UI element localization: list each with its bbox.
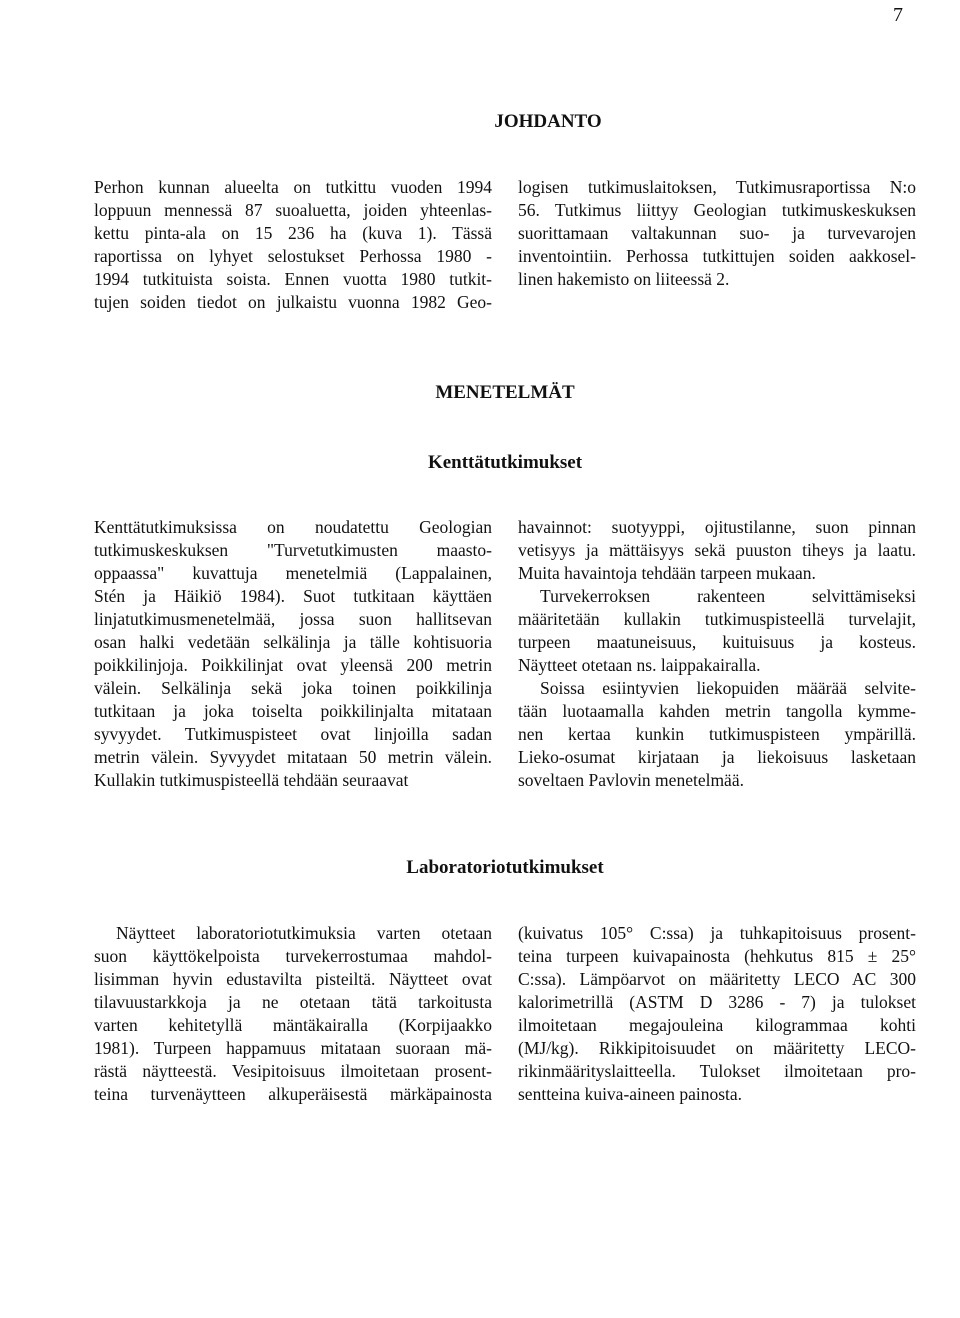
text-line: tään luotaamalla kahden metrin tangolla kymme- bbox=[518, 701, 916, 721]
text-line: Perhon kunnan alueelta on tutkittu vuoden 1994 bbox=[94, 177, 492, 197]
text-line: linjatutkimusmenetelmää, jossa suon hallitsevan bbox=[94, 609, 492, 629]
text-line: turpeen maatuneisuus, kuituisuus ja kosteus. bbox=[518, 632, 916, 652]
text-line: varten kehitetyllä mäntäkairalla (Korpijaakko bbox=[94, 1015, 492, 1035]
text-line: lisimman hyvin edustavilta pisteiltä. Näytteet ovat bbox=[94, 969, 492, 989]
text-line: inventointiin. Perhossa tutkittujen soiden aakkosel- bbox=[518, 246, 916, 266]
field-subheading: Kenttätutkimukset bbox=[427, 452, 583, 473]
text-line: rikinmäärityslaitteella. Tulokset ilmoitetaan pro- bbox=[518, 1061, 916, 1081]
text-line: syvyydet. Tutkimuspisteet ovat linjoilla sadan bbox=[94, 724, 492, 744]
text-line: Näytteet laboratoriotutkimuksia varten otetaan bbox=[116, 923, 492, 943]
text-line: soveltaen Pavlovin menetelmää. bbox=[518, 770, 744, 790]
text-line: tutkimuskeskuksen "Turvetutkimusten maasto- bbox=[94, 540, 492, 560]
text-line: 56. Tutkimus liittyy Geologian tutkimuskeskuksen bbox=[518, 200, 916, 220]
text-line: vetisyys ja mättäisyys sekä puuston tiheys ja laatu. bbox=[518, 540, 916, 560]
text-line: C:ssa). Lämpöarvot on määritetty LECO AC 300 bbox=[518, 969, 916, 989]
text-line: teina turpeen kuivapainosta (hehkutus 815 ± 25° bbox=[518, 946, 916, 966]
text-line: linen hakemisto on liiteessä 2. bbox=[518, 269, 730, 289]
field-right-column bbox=[518, 516, 916, 792]
text-line: Turvekerroksen rakenteen selvittämiseksi bbox=[540, 586, 916, 606]
lab-left-column bbox=[94, 922, 492, 1106]
text-line: havainnot: suotyyppi, ojitustilanne, suon pinnan bbox=[518, 517, 916, 537]
text-line: (MJ/kg). Rikkipitoisuudet on määritetty LECO- bbox=[518, 1038, 916, 1058]
text-line: välein. Selkälinja sekä joka toinen poikkilinja bbox=[94, 678, 492, 698]
text-line: logisen tutkimuslaitoksen, Tutkimusraportissa N:o bbox=[518, 177, 916, 197]
text-line: rästä näytteestä. Vesipitoisuus ilmoitetaan prosent- bbox=[94, 1061, 492, 1081]
text-line: Stén ja Häikiö 1984). Suot tutkitaan käyttäen bbox=[94, 586, 492, 606]
text-line: määritetään kullakin tutkimuspisteellä turvelajit, bbox=[518, 609, 916, 629]
text-line: suorittamaan valtakunnan suo- ja turvevarojen bbox=[518, 223, 916, 243]
text-line: ilmoitetaan megajouleina kilogrammaa kohti bbox=[518, 1015, 916, 1035]
intro-left-column bbox=[94, 176, 492, 314]
text-line: Muita havaintoja tehdään tarpeen mukaan. bbox=[518, 563, 816, 583]
text-line: teina turvenäytteen alkuperäisestä märkäpainosta bbox=[94, 1084, 492, 1104]
text-line: kalorimetrillä (ASTM D 3286 - 7) ja tulokset bbox=[518, 992, 916, 1012]
text-line: osan halki vedetään selkälinja ja tälle kohtisuoria bbox=[94, 632, 492, 652]
text-line: tutkitaan ja joka toiselta poikkilinjalta mitataan bbox=[94, 701, 492, 721]
text-line: kettu pinta-ala on 15 236 ha (kuva 1). Tässä bbox=[94, 223, 492, 243]
text-line: loppuun mennessä 87 suoaluetta, joiden yhteenlas- bbox=[94, 200, 492, 220]
field-left-column bbox=[94, 516, 492, 792]
text-line: (kuivatus 105° C:ssa) ja tuhkapitoisuus prosent- bbox=[518, 923, 916, 943]
text-line: Lieko-osumat kirjataan ja liekoisuus lasketaan bbox=[518, 747, 916, 767]
text-line: raportissa on lyhyet selostukset Perhossa 1980 - bbox=[94, 246, 492, 266]
text-line: sentteina kuiva-aineen painosta. bbox=[518, 1084, 743, 1104]
text-line: 1981). Turpeen happamuus mitataan suoraan mä- bbox=[94, 1038, 492, 1058]
text-line: Kullakin tutkimuspisteellä tehdään seuraavat bbox=[94, 770, 409, 790]
text-line: metrin välein. Syvyydet mitataan 50 metrin välein. bbox=[94, 747, 492, 767]
text-line: Soissa esiintyvien liekopuiden määrää selvite- bbox=[540, 678, 916, 698]
text-line: Näytteet otetaan ns. laippakairalla. bbox=[518, 655, 761, 675]
lab-right-column bbox=[518, 922, 916, 1106]
lab-subheading: Laboratoriotutkimukset bbox=[406, 857, 604, 878]
text-line: poikkilinjoja. Poikkilinjat ovat yleensä 200 metrin bbox=[94, 655, 492, 675]
intro-heading: JOHDANTO bbox=[494, 111, 602, 132]
methods-heading: MENETELMÄT bbox=[435, 382, 575, 403]
text-line: Kenttätutkimuksissa on noudatettu Geologian bbox=[94, 517, 492, 537]
text-line: tujen soiden tiedot on julkaistu vuonna 1982 Geo- bbox=[94, 292, 492, 312]
text-line: nen kertaa kunkin tutkimuspisteen ympärillä. bbox=[518, 724, 916, 744]
page-number: 7 bbox=[893, 4, 903, 26]
text-line: tilavuustarkkoja ja ne otetaan tätä tarkoitusta bbox=[94, 992, 492, 1012]
text-line: oppaassa" kuvattuja menetelmiä (Lappalainen, bbox=[94, 563, 492, 583]
text-line: 1994 tutkituista soista. Ennen vuotta 1980 tutkit- bbox=[94, 269, 492, 289]
intro-right-column bbox=[518, 176, 916, 291]
text-line: suon käyttökelpoista turvekerrostumaa mahdol- bbox=[94, 946, 492, 966]
